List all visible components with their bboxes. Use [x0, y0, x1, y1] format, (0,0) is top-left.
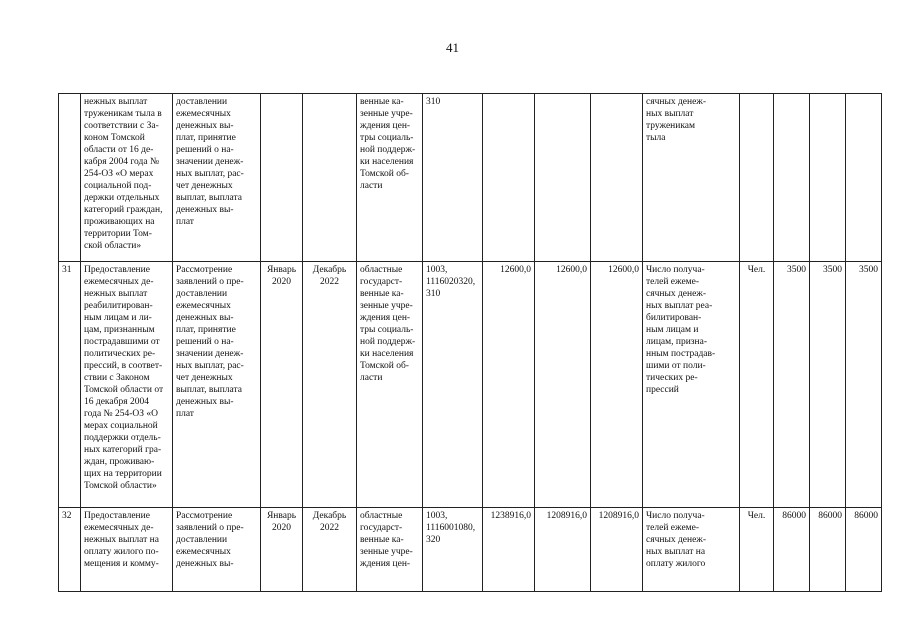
- target-2021: 3500: [810, 262, 846, 508]
- budget-code: 1003, 1116001080, 320: [423, 508, 483, 592]
- budget-code: 1003, 1116020320, 310: [423, 262, 483, 508]
- target-2022: 3500: [846, 262, 882, 508]
- activity-content: Рассмотрение заявлений о пре- доставлении ежемесячных денежных вы-: [173, 508, 261, 592]
- page-number: 41: [446, 40, 459, 55]
- funding-2021: [535, 94, 591, 262]
- indicator-name: Число получа- телей ежеме- сячных денеж- ных выплат реа- билитирован- ным лицам и лицам, призна- нным пострадав- шими от поли- тических ре- прессий: [643, 262, 740, 508]
- executor: областные государст- венные ка- зенные учре- ждения цен-: [357, 508, 423, 592]
- row-number: 32: [59, 508, 81, 592]
- row-number: 31: [59, 262, 81, 508]
- activity-name: нежных выплат труженикам тыла в соответствии с За- коном Томской области от 16 де- кабря 2004 года № 254-ОЗ «О мерах социальной под- держки отдельных категорий граждан, проживающих на территории Том- ской области»: [81, 94, 173, 262]
- indicator-name: сячных денеж- ных выплат труженикам тыла: [643, 94, 740, 262]
- activity-content: доставлении ежемесячных денежных вы- плат, принятие решений о на- значении денеж- ных выплат, рас- чет денежных выплат, выплата денежных вы- плат: [173, 94, 261, 262]
- funding-2020: 1238916,0: [483, 508, 535, 592]
- executor: венные ка- зенные учре- ждения цен- тры социаль- ной поддерж- ки населения Томской об- ласти: [357, 94, 423, 262]
- funding-2022: 1208916,0: [591, 508, 643, 592]
- start-date: [261, 94, 303, 262]
- start-date: Январь 2020: [261, 262, 303, 508]
- target-2022: [846, 94, 882, 262]
- funding-2021: 12600,0: [535, 262, 591, 508]
- table-row: [59, 262, 882, 508]
- table-row: [59, 94, 882, 262]
- target-2021: 86000: [810, 508, 846, 592]
- funding-2022: 12600,0: [591, 262, 643, 508]
- table-row: [59, 508, 882, 592]
- indicator-name: Число получа- телей ежеме- сячных денеж- ных выплат на оплату жилого: [643, 508, 740, 592]
- activity-name: Предоставление ежемесячных де- нежных выплат реабилитирован- ным лицам и ли- цам, признанным пострадавшими от политических ре- прессий, в соответ- ствии с Законом Томской области от 16 декабря 2004 года № 254-ОЗ «О мерах социальной поддержки отдель- ных категорий гра- ждан, проживаю- щих на территории Томской области»: [81, 262, 173, 508]
- end-date: Декабрь 2022: [303, 262, 357, 508]
- target-2021: [810, 94, 846, 262]
- unit: Чел.: [740, 508, 774, 592]
- unit: Чел.: [740, 262, 774, 508]
- funding-2022: [591, 94, 643, 262]
- unit: [740, 94, 774, 262]
- funding-2020: 12600,0: [483, 262, 535, 508]
- target-2022: 86000: [846, 508, 882, 592]
- funding-2021: 1208916,0: [535, 508, 591, 592]
- end-date: [303, 94, 357, 262]
- row-number: [59, 94, 81, 262]
- budget-code: 310: [423, 94, 483, 262]
- end-date: Декабрь 2022: [303, 508, 357, 592]
- target-2020: 86000: [774, 508, 810, 592]
- activity-content: Рассмотрение заявлений о пре- доставлении ежемесячных денежных вы- плат, принятие решений о на- значении денеж- ных выплат, рас- чет денежных выплат, выплата денежных вы- плат: [173, 262, 261, 508]
- funding-2020: [483, 94, 535, 262]
- program-activities-table: [58, 93, 882, 592]
- executor: областные государст- венные ка- зенные учре- ждения цен- тры социаль- ной поддерж- ки населения Томской об- ласти: [357, 262, 423, 508]
- start-date: Январь 2020: [261, 508, 303, 592]
- target-2020: [774, 94, 810, 262]
- activity-name: Предоставление ежемесячных де- нежных выплат на оплату жилого по- мещения и комму-: [81, 508, 173, 592]
- target-2020: 3500: [774, 262, 810, 508]
